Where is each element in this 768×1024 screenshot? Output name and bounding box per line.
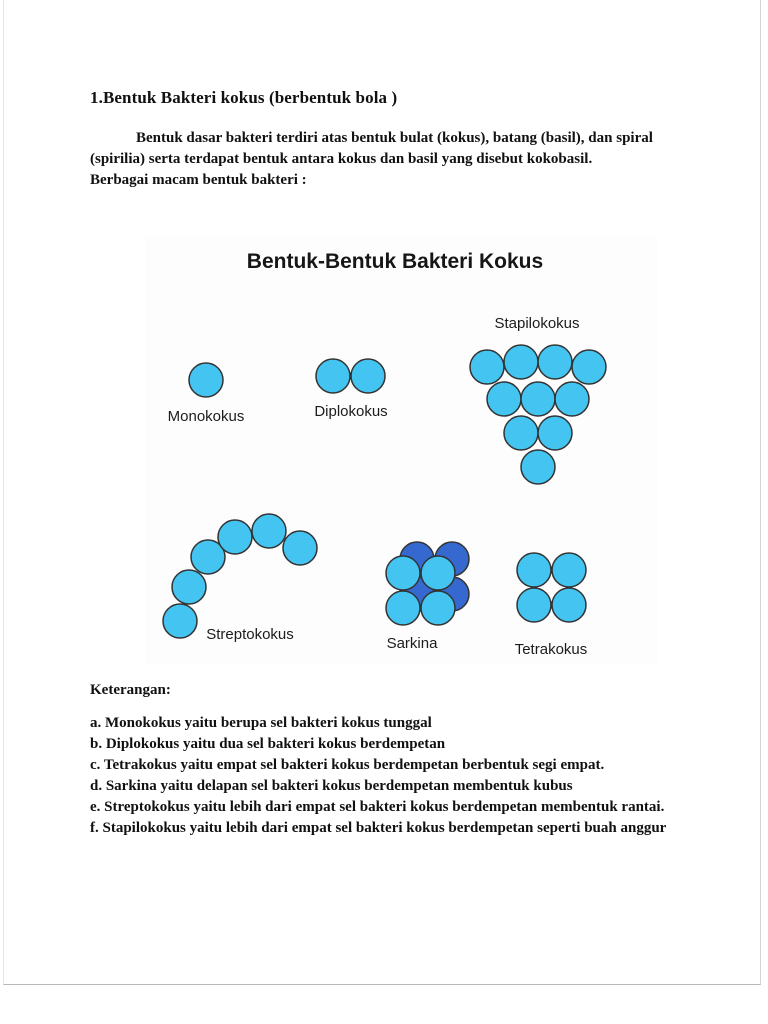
coccus-cell — [421, 556, 455, 590]
streptokokus-group — [163, 514, 317, 638]
keterangan-heading: Keterangan: — [90, 682, 171, 698]
coccus-cell — [163, 604, 197, 638]
coccus-cell — [470, 350, 504, 384]
stapilokokus-label: Stapilokokus — [494, 315, 580, 332]
coccus-cell — [218, 520, 252, 554]
stapilokokus-group — [470, 345, 606, 484]
coccus-cell — [504, 416, 538, 450]
diplokokus-label: Diplokokus — [314, 403, 388, 420]
coccus-cell — [386, 591, 420, 625]
monokokus-label: Monokokus — [167, 408, 245, 425]
bacteria-shapes-figure — [145, 236, 657, 664]
keterangan-item: c. Tetrakokus yaitu empat sel bakteri kokus berdempetan berbentuk segi empat. — [90, 757, 605, 773]
sarkina-label: Sarkina — [386, 635, 438, 652]
page-title: 1.Bentuk Bakteri kokus (berbentuk bola ) — [90, 88, 398, 107]
coccus-cell — [283, 531, 317, 565]
coccus-cell — [172, 570, 206, 604]
streptokokus-label: Streptokokus — [206, 626, 294, 643]
coccus-cell — [517, 553, 551, 587]
intro-paragraph — [90, 128, 670, 191]
coccus-cell — [521, 450, 555, 484]
coccus-cell — [538, 345, 572, 379]
diplokokus-group — [316, 359, 385, 393]
coccus-cell — [316, 359, 350, 393]
coccus-cell — [517, 588, 551, 622]
intro-line-2: (spirilia) serta terdapat bentuk antara kokus dan basil yang disebut kokobasil. — [90, 151, 593, 167]
coccus-cell — [552, 553, 586, 587]
coccus-cell — [421, 591, 455, 625]
coccus-cell — [487, 382, 521, 416]
coccus-cell — [521, 382, 555, 416]
keterangan-item: b. Diplokokus yaitu dua sel bakteri kokus berdempetan — [90, 736, 446, 752]
keterangan-item: e. Streptokokus yaitu lebih dari empat sel bakteri kokus berdempetan membentuk rantai. — [90, 799, 665, 815]
intro-line-1: Bentuk dasar bakteri terdiri atas bentuk bulat (kokus), batang (basil), dan spiral — [136, 130, 653, 146]
keterangan-section — [90, 682, 710, 839]
coccus-cell — [555, 382, 589, 416]
coccus-cell — [189, 363, 223, 397]
coccus-cell — [552, 588, 586, 622]
figure-title: Bentuk-Bentuk Bakteri Kokus — [246, 250, 544, 273]
keterangan-item: a. Monokokus yaitu berupa sel bakteri kokus tunggal — [90, 715, 432, 731]
tetrakokus-label: Tetrakokus — [514, 641, 588, 658]
tetrakokus-group — [517, 553, 586, 622]
keterangan-item: d. Sarkina yaitu delapan sel bakteri kokus berdempetan membentuk kubus — [90, 778, 573, 794]
coccus-cell — [252, 514, 286, 548]
coccus-cell — [386, 556, 420, 590]
coccus-cell — [504, 345, 538, 379]
intro-line-3: Berbagai macam bentuk bakteri : — [90, 172, 307, 188]
coccus-cell — [572, 350, 606, 384]
keterangan-item: f. Stapilokokus yaitu lebih dari empat sel bakteri kokus berdempetan seperti buah anggur — [90, 820, 667, 836]
coccus-cell — [538, 416, 572, 450]
coccus-cell — [351, 359, 385, 393]
monokokus-group — [189, 363, 223, 397]
